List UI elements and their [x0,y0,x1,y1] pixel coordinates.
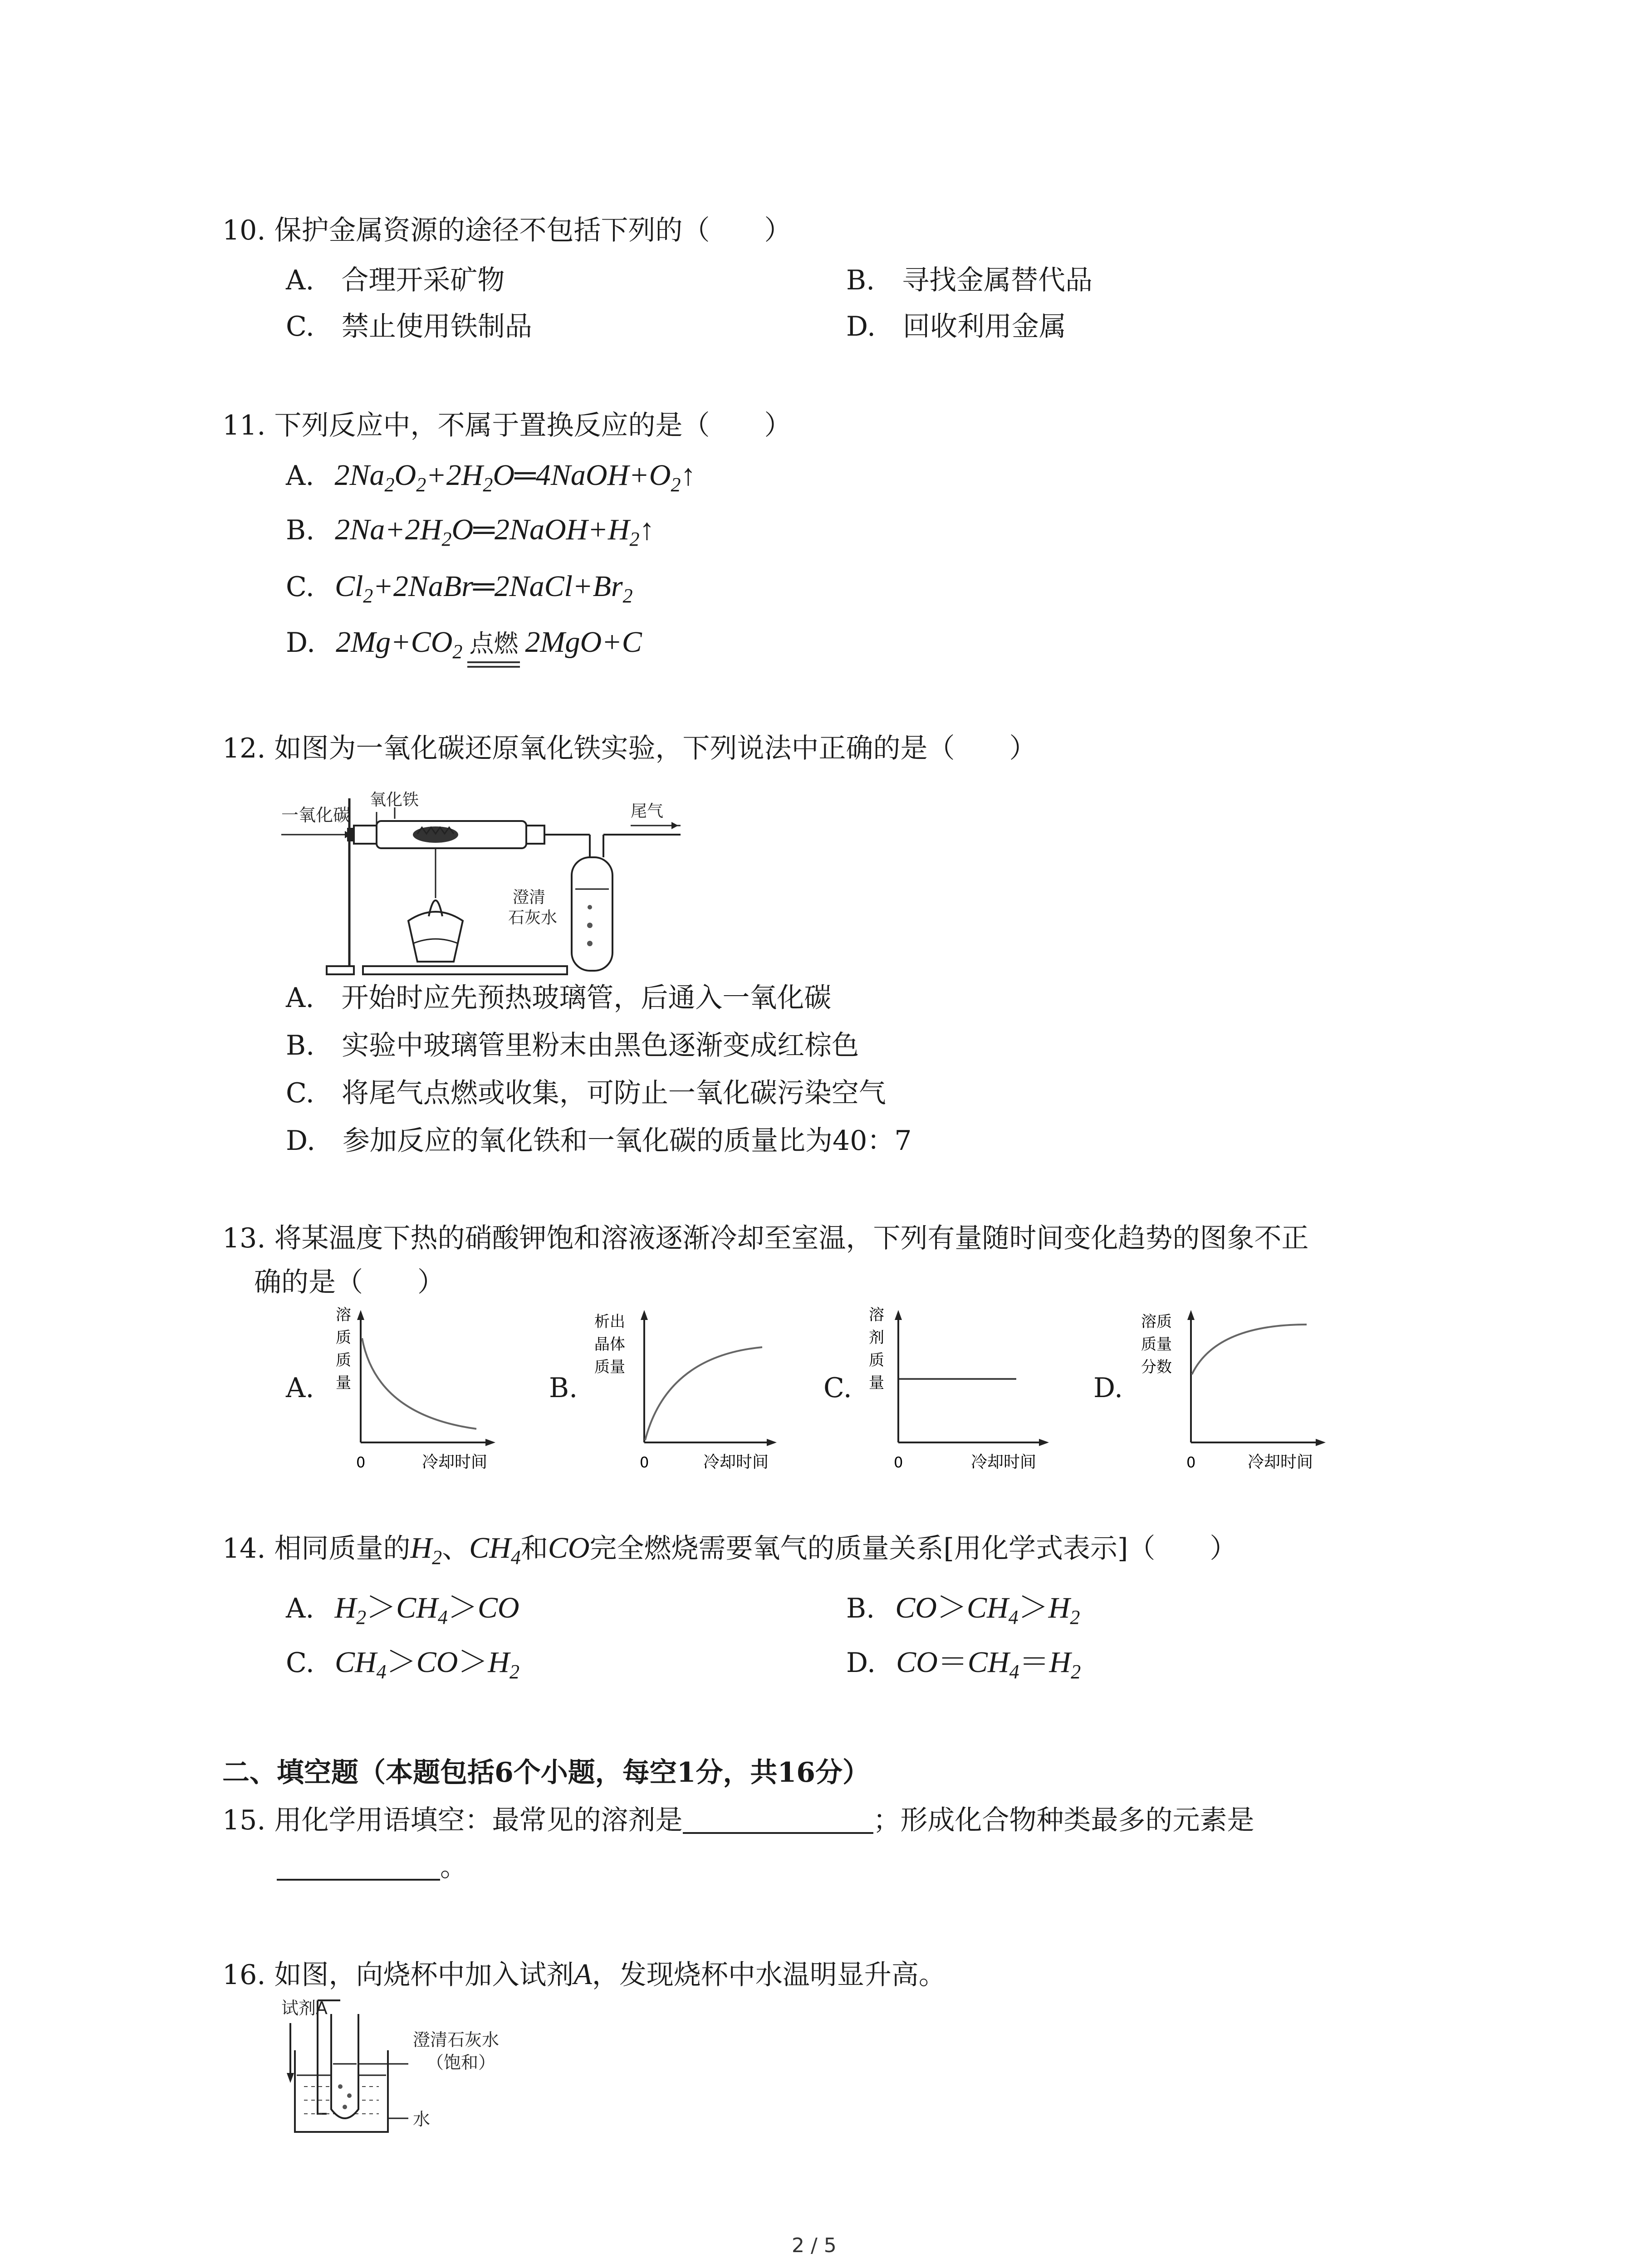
svg-text:0: 0 [640,1454,649,1471]
svg-text:冷却时间: 冷却时间 [1248,1453,1313,1471]
q10-option-a[interactable]: A. 合理开采矿物 [286,264,505,296]
q12-option-b[interactable]: B. 实验中玻璃管里粉末由黑色逐渐变成红棕色 [286,1030,859,1061]
svg-text:量: 量 [869,1374,884,1392]
q12-option-d[interactable]: D. 参加反应的氧化铁和一氧化碳的质量比为40：7 [286,1125,912,1157]
svg-text:尾气: 尾气 [631,802,664,821]
svg-text:质量: 质量 [594,1358,625,1376]
equation-c: $Cl_2+2NaBr═2NaCl+Br_2$ [334,570,633,607]
svg-text:分数: 分数 [1141,1358,1172,1376]
q14-stem: 14. 相同质量的$H_2$、$CH_4$和CO完全燃烧需要氧气的质量关系[用化学式表示]（ ） [222,1531,1237,1569]
svg-text:质: 质 [336,1351,351,1369]
q13-graph-b [590,1306,798,1479]
svg-text:冷却时间: 冷却时间 [703,1453,769,1471]
svg-text:一氧化碳: 一氧化碳 [281,805,351,825]
svg-text:水: 水 [413,2109,431,2129]
q13-option-a[interactable]: A. [286,1372,314,1404]
q11-option-c[interactable] [286,569,633,607]
q12-option-c[interactable]: C. 将尾气点燃或收集，可防止一氧化碳污染空气 [286,1077,886,1109]
q15-line1: 15. 用化学用语填空：最常见的溶剂是 ；形成化合物种类最多的元素是 [222,1804,1254,1836]
q13-stem-line1: 13. 将某温度下热的硝酸钾饱和溶液逐渐冷却至室温，下列有量随时间变化趋势的图象不正 [222,1222,1309,1254]
q10-option-d[interactable]: D. 回收利用金属 [846,311,1067,342]
svg-text:0: 0 [356,1454,366,1471]
option-label: D. [286,627,316,659]
svg-text:溶: 溶 [869,1306,884,1324]
q13-graph-c [862,1306,1071,1479]
q13-option-b[interactable]: B. [549,1372,578,1404]
svg-text:0: 0 [1186,1454,1196,1471]
svg-text:质: 质 [869,1351,884,1369]
q13-graph-d [1134,1306,1343,1479]
q13-option-c[interactable]: C. [823,1372,852,1404]
svg-text:溶质: 溶质 [1141,1313,1172,1331]
svg-text:质量: 质量 [1141,1335,1172,1354]
q15-line2: 。 [277,1851,467,1881]
equation-d: $2Mg+CO_2$ [336,626,463,663]
q10-stem: 10. 保护金属资源的途径不包括下列的（ ） [222,215,792,246]
svg-text:试剂A: 试剂A [281,1998,328,2018]
svg-text:石灰水: 石灰水 [508,909,558,927]
beaker-diagram [277,1996,558,2146]
option-label: C. [286,1647,314,1679]
svg-text:氧化铁: 氧化铁 [370,791,419,809]
q12-option-a[interactable]: A. 开始时应先预热玻璃管，后通入一氧化碳 [286,982,832,1014]
q15-blank-1[interactable] [683,1804,873,1834]
q15-blank-2[interactable] [277,1851,440,1881]
q13-graph-a [327,1306,522,1479]
q12-stem: 12. 如图为一氧化碳还原氧化铁实验，下列说法中正确的是（ ） [222,733,1037,764]
option-label: C. [286,571,314,603]
section-2-title: 二、填空题（本题包括6个小题，每空1分，共16分） [222,1757,870,1789]
svg-text:析出: 析出 [594,1313,625,1331]
q14-option-a[interactable]: A. $H_2>CH_4>CO$ [286,1590,519,1628]
svg-text:溶: 溶 [336,1306,351,1324]
q14-option-d[interactable]: D. $CO=CH_4=H_2$ [846,1646,1081,1683]
svg-text:质: 质 [336,1329,351,1347]
option-label: D. [846,1647,876,1679]
svg-text:0: 0 [894,1454,903,1471]
svg-text:（饱和）: （饱和） [426,2053,496,2072]
svg-text:冷却时间: 冷却时间 [422,1453,488,1471]
page-number: 2 / 5 [792,2234,837,2257]
svg-text:冷却时间: 冷却时间 [971,1453,1037,1471]
q14-option-c[interactable]: C. $CH_4>CO>H_2$ [286,1644,519,1683]
q13-stem-line2: 确的是（ ） [254,1266,445,1298]
equation-b: $2Na+2H_2O═2NaOH+H_2↑$ [335,513,655,550]
q11-option-a[interactable] [286,458,696,496]
q11-stem: 11. 下列反应中，不属于置换反应的是（ ） [222,410,792,441]
svg-text:晶体: 晶体 [594,1335,625,1354]
reaction-condition: 点燃 [469,631,518,656]
svg-text:剂: 剂 [869,1329,884,1347]
q13-option-d[interactable]: D. [1093,1372,1123,1404]
svg-text:澄清: 澄清 [513,888,546,907]
co-reduction-apparatus-diagram [272,789,681,980]
equation-a: $2Na_2O_2+2H_2O═4NaOH+O_2↑$ [334,459,696,496]
q11-option-d[interactable]: D. $2Mg+CO_2$ 点燃 2MgO+C [286,625,642,663]
q14-option-b[interactable]: B. $CO>CH_4>H_2$ [846,1590,1080,1628]
q10-option-c[interactable]: C. 禁止使用铁制品 [286,311,532,342]
q10-option-b[interactable]: B. 寻找金属替代品 [846,264,1093,296]
q16-stem: 16. 如图，向烧杯中加入试剂A，发现烧杯中水温明显升高。 [222,1958,946,1991]
svg-text:澄清石灰水: 澄清石灰水 [413,2030,500,2050]
option-label: B. [286,514,315,546]
option-label: A. [286,460,314,492]
option-label: A. [286,1593,314,1624]
q11-option-b[interactable] [286,513,655,551]
option-label: B. [846,1593,875,1624]
svg-text:量: 量 [336,1374,351,1392]
